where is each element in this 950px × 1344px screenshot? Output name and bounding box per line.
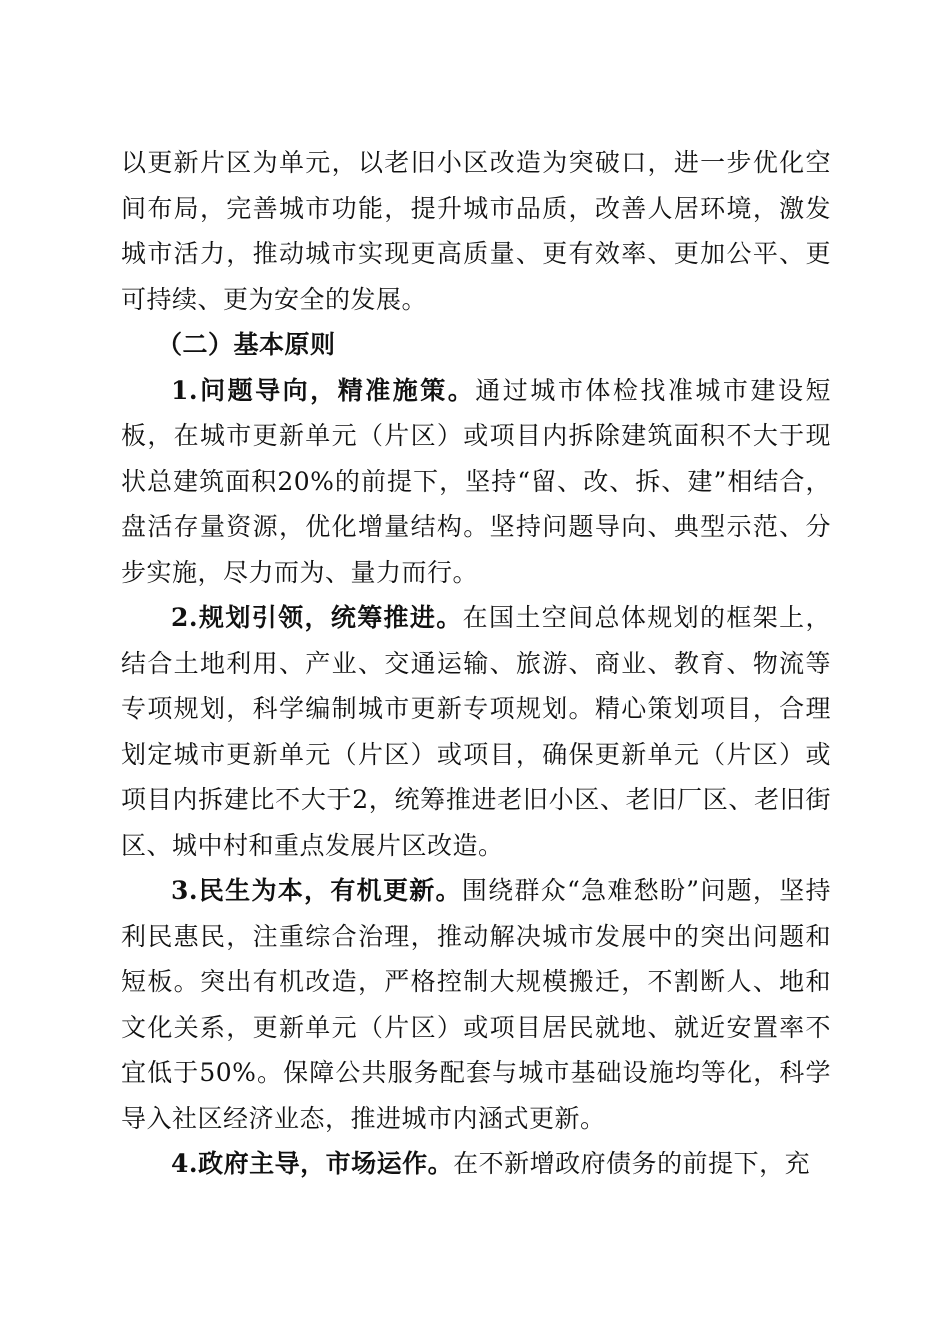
principle-lead-4: 4.政府主导，市场运作。: [171, 1149, 454, 1178]
principle-body-3: 围绕群众“急难愁盼”问题，坚持利民惠民，注重综合治理，推动解决城市发展中的突出问题和短板。突出有机改造，严格控制大规模搬迁，不割断人、地和文化关系，更新单元（片区）或项目居民就地、就近安置率不宜低于50%。保障公共服务配套与城市基础设施均等化，科学导入社区经济业态，推进城市内涵式更新。: [121, 876, 831, 1133]
document-body: [121, 140, 831, 1187]
principle-paragraph-3: [121, 868, 831, 1141]
principle-lead-3: 3.民生为本，有机更新。: [171, 876, 462, 905]
principle-paragraph-2: [121, 595, 831, 868]
principle-paragraph-4: [121, 1141, 831, 1187]
section-heading: （二）基本原则: [157, 330, 336, 359]
principle-body-2: 在国土空间总体规划的框架上，结合土地利用、产业、交通运输、旅游、商业、教育、物流等专项规划，科学编制城市更新专项规划。精心策划项目，合理划定城市更新单元（片区）或项目，确保更新单元（片区）或项目内拆建比不大于2，统筹推进老旧小区、老旧厂区、老旧街区、城中村和重点发展片区改造。: [121, 603, 831, 860]
intro-paragraph: 以更新片区为单元，以老旧小区改造为突破口，进一步优化空间布局，完善城市功能，提升城市品质，改善人居环境，激发城市活力，推动城市实现更高质量、更有效率、更加公平、更可持续、更为安全的发展。: [121, 148, 831, 314]
principle-lead-2: 2.规划引领，统筹推进。: [171, 603, 463, 632]
principle-paragraph-1: [121, 368, 831, 596]
principle-body-1: 通过城市体检找准城市建设短板，在城市更新单元（片区）或项目内拆除建筑面积不大于现状总建筑面积20%的前提下，坚持“留、改、拆、建”相结合，盘活存量资源，优化增量结构。坚持问题导向、典型示范、分步实施，尽力而为、量力而行。: [121, 375, 831, 587]
principle-body-4: 在不新增政府债务的前提下，充: [453, 1149, 811, 1178]
principle-lead-1: 1.问题导向，精准施策。: [171, 375, 476, 405]
